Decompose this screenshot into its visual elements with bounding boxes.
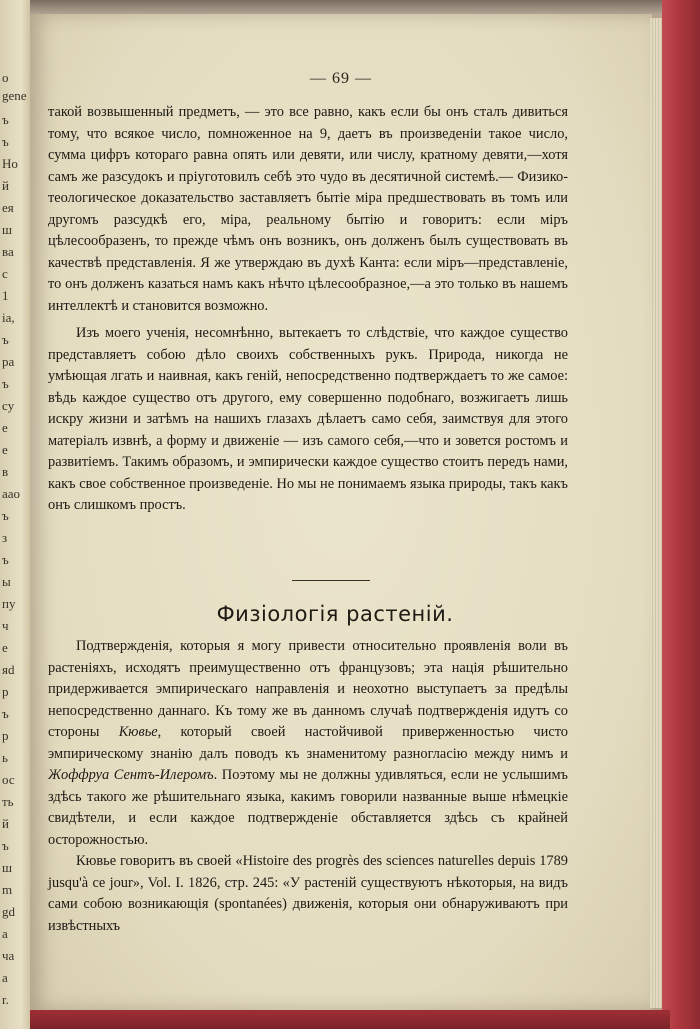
- left-page-fragment: iа,: [2, 310, 15, 325]
- left-page-fragment: й: [2, 178, 9, 193]
- left-page-fragment: з: [2, 530, 8, 545]
- paragraph: [48, 636, 568, 851]
- left-page-fragment: пу: [2, 596, 16, 611]
- left-page-fragment: ч: [2, 618, 9, 633]
- paragraph: Кювье говоритъ въ своей «Histoire des progrès des sciences naturelles depuis 1789 jusqu'à ce jour», Vol. I. 1826, стр. 245: «У растеній существуютъ нѣкоторыя, на видъ сами собою возникающія (spontanées) движенія, которыя они обнаруживаютъ при извѣстныхъ: [48, 853, 568, 934]
- left-page-fragment: pa: [2, 354, 15, 369]
- left-page-fragment: ъ: [2, 376, 9, 391]
- page-number: — 69 —: [310, 70, 372, 87]
- left-page-fragment: ы: [2, 574, 11, 589]
- left-page-fragment: a: [2, 970, 8, 985]
- text-block-upper: [48, 102, 568, 517]
- book-page: [30, 14, 652, 1010]
- left-page-fragment: aaо: [2, 486, 21, 501]
- name-kuvier: Кювье: [118, 724, 158, 740]
- left-page-fragment: в: [2, 464, 9, 479]
- left-page-fragment: ва: [2, 244, 14, 259]
- left-page-fragment: й: [2, 816, 9, 831]
- left-page-fragment: 1: [2, 288, 9, 303]
- left-page-fragment: яd: [2, 662, 15, 677]
- left-page-fragment: ь: [2, 750, 8, 765]
- text-block-lower: [48, 636, 568, 937]
- left-page-fragment: gd: [2, 904, 15, 919]
- left-page-fragment: o: [2, 70, 9, 85]
- left-page-fragment: m: [2, 882, 13, 897]
- left-page-fragment: gene: [2, 88, 27, 103]
- paragraph-text: . Поэтому мы не должны удивляться, если не услышимъ здѣсь такого же рѣшительнаго языка, какимъ говорили названные выше нѣмецкіе свидѣтели, и если каждое подтвержденіе обставляется здѣсь съ крайней осторожностью.: [48, 767, 569, 848]
- left-page-fragment: ть: [2, 794, 14, 809]
- paragraph: такой возвышенный предметъ, — это все равно, какъ если бы онъ сталъ дивиться тому, что всякое число, помноженное на 9, даетъ въ произведеніи такое число, сумма цифръ котораго равна опять или девяти, или числу, кратному девяти,—хотя самъ же разсудокъ и пріуготовилъ себѣ это чудо въ десятичной системѣ.— Физико-теологическое доказательство заставляетъ бытіе міра предшествовать въ томъ или другомъ разсудкѣ его, міра, реальному бытію и говоритъ: если міръ цѣлесообразенъ, то прежде чѣмъ онъ возникъ, онъ долженъ былъ существовать въ качествѣ представленія. Я же утверждаю въ духѣ Канта: если міръ—представленіе, то онъ долженъ казаться намъ какъ нѣчто цѣлесообразное,—а это только въ нашемъ интеллектѣ и становится возможно.: [48, 104, 568, 314]
- paragraph-text: , который своей настойчивой приверженностью чисто эмпирическому знанію далъ поводъ къ знаменитому разногласію между нимъ и: [48, 724, 568, 762]
- section-heading: Физіологія растеній.: [216, 602, 454, 626]
- left-page-fragment: р: [2, 684, 9, 699]
- left-page-fragment: e: [2, 442, 8, 457]
- left-page-edge: [0, 0, 30, 1029]
- left-page-fragment: с: [2, 266, 8, 281]
- left-page-fragment: ъ: [2, 134, 9, 149]
- left-page-fragment: ъ: [2, 838, 9, 853]
- left-page-fragment: ея: [2, 200, 14, 215]
- left-page-fragment: ъ: [2, 552, 9, 567]
- left-page-fragment: ъ: [2, 112, 9, 127]
- left-page-fragment: ча: [2, 948, 15, 963]
- section-divider: [292, 580, 370, 581]
- paragraph: Изъ моего ученія, несомнѣнно, вытекаетъ то слѣдствіе, что каждое существо представляетъ собою дѣло своихъ собственныхъ рукъ. Природа, никогда не умѣющая лгать и наивная, какъ геній, непосредственно подтверждаетъ то же самое: вѣдь каждое существо отъ другого, ему совершенно подобнаго, возжигаетъ лишь искру жизни и затѣмъ на нашихъ глазахъ дѣлаетъ само себя, заимствуя для этого матеріалъ извнѣ, а форму и движеніе — изъ самого себя,—что и зовется ростомъ и развитіемъ. Такимъ образомъ, и эмпирически каждое существо стоитъ передъ нами, какъ свое собственное произведеніе. Но мы не понимаемъ языка природы, такъ какъ онъ слишкомъ простъ.: [48, 325, 568, 513]
- left-page-fragment: ш: [2, 222, 13, 237]
- left-page-fragment: e: [2, 420, 8, 435]
- left-page-fragment: a: [2, 926, 8, 941]
- book-cover-edge: [662, 0, 700, 1029]
- left-page-fragment: cy: [2, 398, 15, 413]
- left-page-fragment: ъ: [2, 706, 9, 721]
- left-page-fragment: ос: [2, 772, 15, 787]
- left-page-fragment: Ho: [2, 156, 18, 171]
- name-geoffroy: Жоффруа Сентъ-Илеромъ: [48, 767, 214, 783]
- left-page-fragment: ъ: [2, 508, 9, 523]
- paragraph-text: Подтвержденія, которыя я могу привести относительно проявленія воли въ растеніяхъ, исходятъ преимущественно отъ французовъ; эта нація рѣшительно придерживается эмпирическаго направленія и неохотно выступаетъ за предѣлы непосредственно даннаго. Къ тому же въ данномъ случаѣ подтвержденія идутъ со стороны: [48, 638, 568, 740]
- left-page-fragment: ъ: [2, 332, 9, 347]
- book-bottom-edge: [30, 1010, 670, 1029]
- left-page-fragment: r.: [2, 992, 9, 1007]
- left-page-fragment: ш: [2, 860, 13, 875]
- book-top-edge: [0, 0, 700, 14]
- left-page-fragment: р: [2, 728, 9, 743]
- left-page-fragment: e: [2, 640, 8, 655]
